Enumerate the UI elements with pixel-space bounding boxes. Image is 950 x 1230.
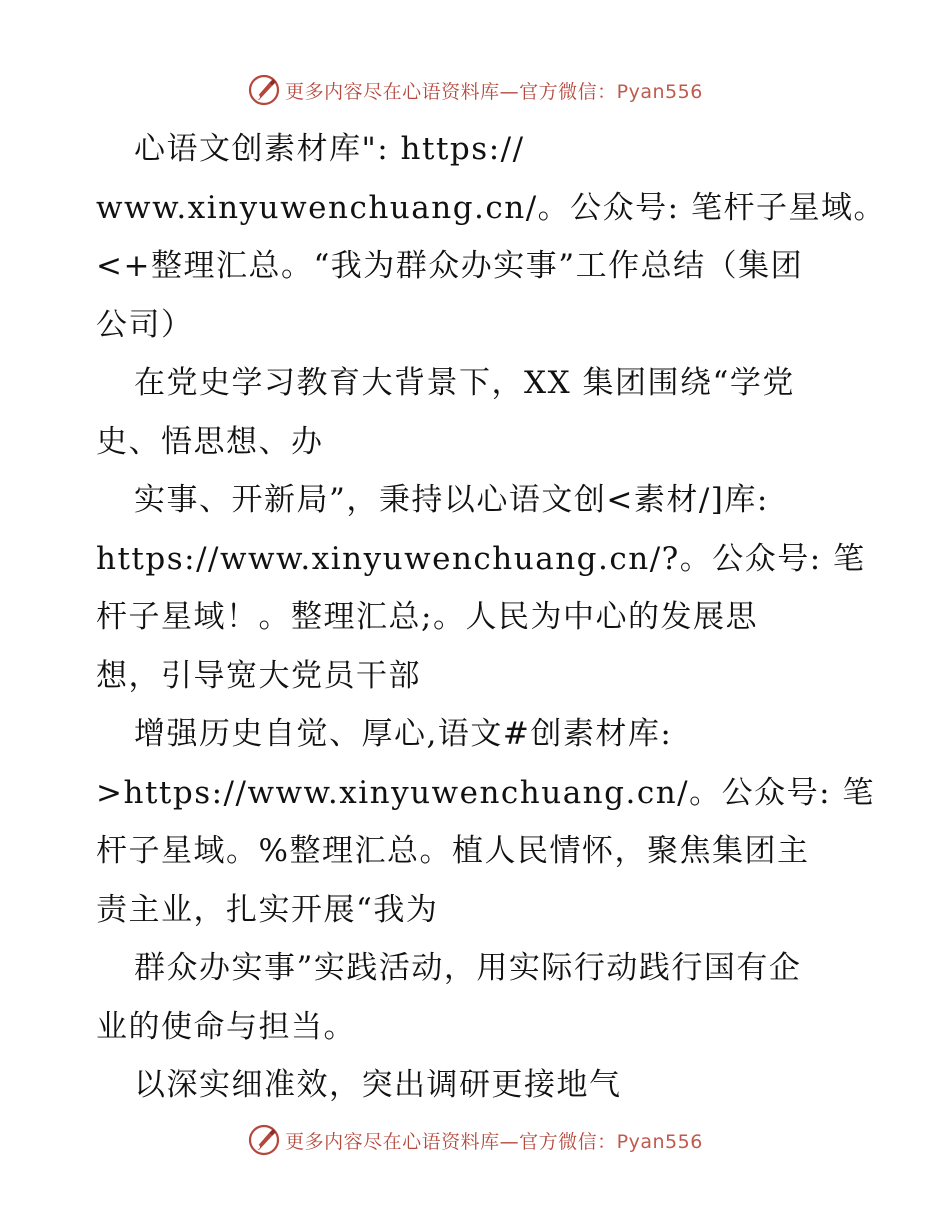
text-line-9: 杆子星域！。整理汇总;。人民为中心的发展思 — [96, 599, 758, 635]
banner-contact: Pyan556 — [616, 1130, 703, 1153]
pen-logo-icon — [247, 73, 281, 107]
document-body — [96, 120, 886, 1115]
header-banner — [0, 70, 950, 110]
banner-contact: Pyan556 — [616, 80, 703, 103]
text-line-4: 公司） — [96, 306, 194, 343]
text-line-15: 群众办实事”实践活动，用实际行动践行国有企 — [134, 950, 802, 986]
text-line-2: www.xinyuwenchuang.cn/。公众号: 笔杆子星域。 — [96, 189, 886, 226]
text-line-7: 实事、开新局”，秉持以心语文创<素材/]库: — [134, 482, 769, 518]
text-line-11: 增强历史自觉、厚心,语文#创素材库: — [134, 716, 673, 752]
text-line-17: 以深实细准效，突出调研更接地气 — [134, 1067, 622, 1103]
text-line-8: https://www.xinyuwenchuang.cn/?。公众号: 笔 — [96, 540, 866, 577]
text-line-5: 在党史学习教育大背景下，XX 集团围绕“学党 — [134, 365, 795, 401]
footer-banner — [0, 1120, 950, 1160]
text-line-16: 业的使命与担当。 — [96, 1008, 356, 1045]
banner-title: 更多内容尽在心语资料库—官方微信： — [285, 80, 617, 103]
banner-text — [285, 1127, 703, 1154]
banner-title: 更多内容尽在心语资料库—官方微信： — [285, 1130, 617, 1153]
text-line-10: 想，引导宽大党员干部 — [96, 657, 421, 694]
text-line-6: 史、悟思想、办 — [96, 423, 324, 460]
pen-logo-icon — [247, 1123, 281, 1157]
text-line-13: 杆子星域。%整理汇总。植人民情怀，聚焦集团主 — [96, 833, 810, 869]
text-line-12: >https://www.xinyuwenchuang.cn/。公众号: 笔 — [96, 774, 875, 811]
text-line-14: 责主业，扎实开展“我为 — [96, 891, 439, 928]
text-line-1: 心语文创素材库": https:// — [134, 131, 525, 167]
text-line-3: <+整理汇总。“我为群众办实事”工作总结（集团 — [96, 248, 804, 284]
banner-text — [285, 77, 703, 104]
